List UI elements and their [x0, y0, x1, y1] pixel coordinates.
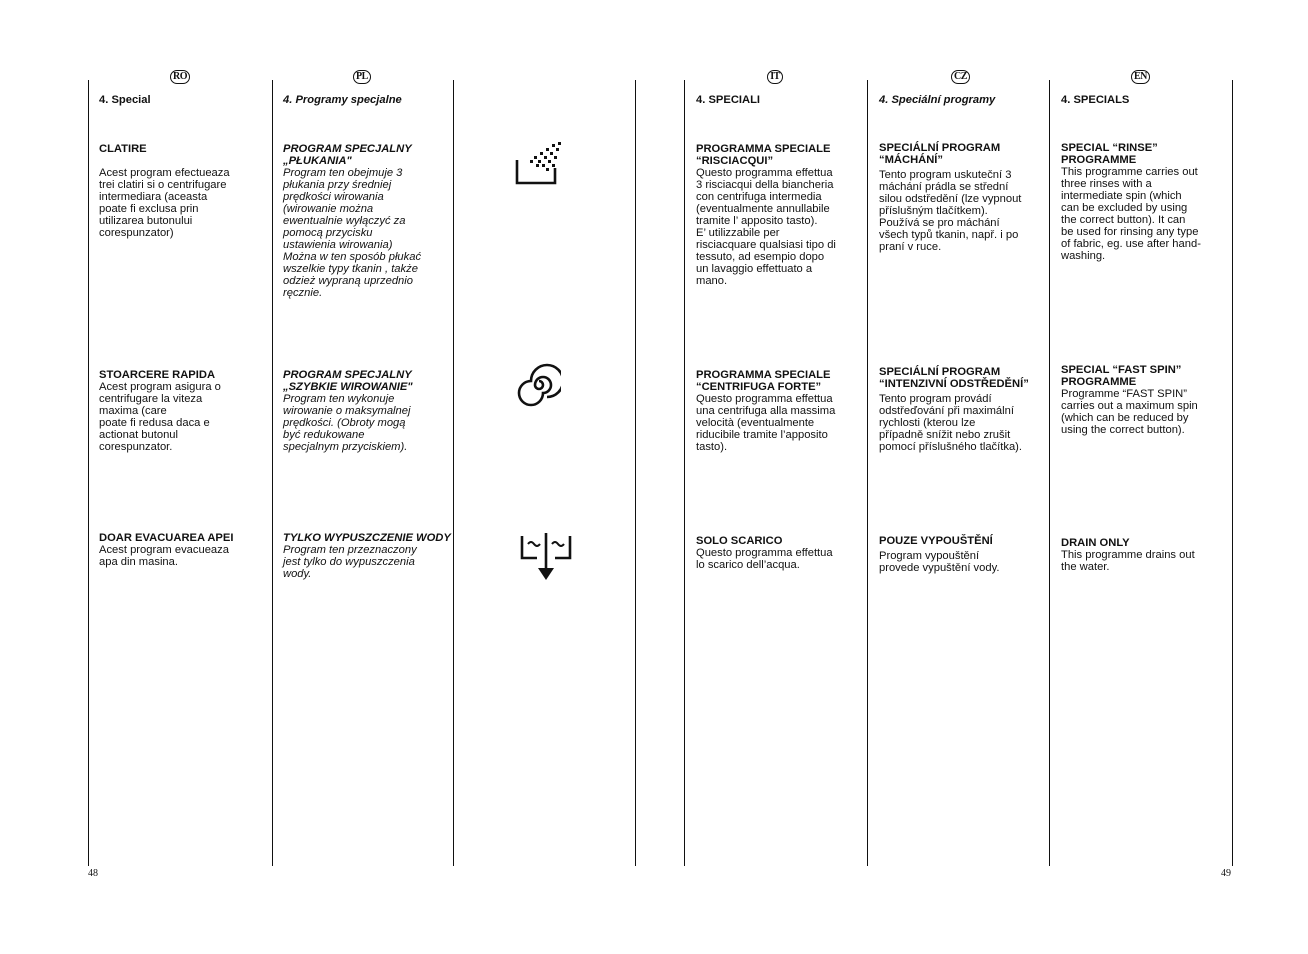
program-heading: TYLKO WYPUSZCZENIE WODY: [283, 532, 451, 544]
language-badge-ro: RO: [170, 70, 190, 84]
program-description: Tento program provádí odstřeďování při maximální rychlosti (kterou lze případně snížit nebo zrušit pomocí příslušného tlačítka).: [879, 393, 1023, 453]
program-spin: [99, 369, 267, 453]
column-divider: [867, 80, 868, 866]
program-description: Acest program efectueaza trei clatiri si o centrifugare intermediara (aceasta poate fi exclusa prin utilizarea butonului corespunzator): [99, 167, 230, 239]
page-number-left: 48: [88, 868, 98, 879]
program-description: Program ten przeznaczony jest tylko do wypuszczenia wody.: [283, 544, 417, 580]
program-rinse: [99, 143, 267, 239]
program-heading: PROGRAM SPECJALNY „SZYBKIE WIROWANIE": [283, 369, 413, 393]
page-number-right: 49: [1221, 868, 1231, 879]
program-rinse: [1061, 142, 1229, 262]
section-title: 4. Special: [99, 94, 151, 106]
program-spin: [1061, 364, 1229, 436]
program-heading: STOARCERE RAPIDA: [99, 369, 216, 381]
column-divider: [1232, 80, 1233, 866]
program-heading: SOLO SCARICO: [696, 535, 783, 547]
program-description: This programme carries out three rinses with a intermediate spin (which can be excluded by using the correct button). It can be used for rinsing any type of fabric, eg. use after hand- washing.: [1061, 166, 1201, 262]
program-heading: SPECIAL “FAST SPIN” PROGRAMME: [1061, 364, 1182, 388]
program-description: Program vypouštění provede vypuštění vody.: [879, 550, 1000, 574]
language-badge-pl: PL: [353, 70, 371, 84]
program-drain: [99, 532, 267, 568]
program-description: Program ten obejmuje 3 płukania przy średniej prędkości wirowania (wirowanie można ewentualnie wyłączyć za pomocą przycisku ustawienia wirowania) Można w ten sposób płukać wszelkie typy tkanin , także odzież wypraną uprzednio ręcznie.: [283, 167, 422, 299]
program-heading: PROGRAMMA SPECIALE “RISCIACQUI”: [696, 143, 831, 167]
program-description: Questo programma effettua 3 risciacqui della biancheria con centrifuga intermedia (eventualmente annullabile tramite l’ apposito tasto). E’ utilizzabile per risciacquare qualsiasi tipo di tessuto, ad esempio dopo un lavaggio effettuato a mano.: [696, 167, 836, 287]
section-title: 4. SPECIALI: [696, 94, 761, 106]
section-title: 4. Programy specjalne: [283, 94, 402, 106]
drain-icon: [519, 530, 573, 584]
program-heading: PROGRAMMA SPECIALE “CENTRIFUGA FORTE”: [696, 369, 831, 393]
column-divider: [1049, 80, 1050, 866]
program-heading: SPECIAL “RINSE” PROGRAMME: [1061, 142, 1158, 166]
program-description: Programme “FAST SPIN” carries out a maximum spin (which can be reduced by using the correct button).: [1061, 388, 1198, 436]
program-heading: SPECIÁLNÍ PROGRAM “INTENZIVNÍ ODSTŘEDĚNÍ”: [879, 366, 1029, 390]
program-drain: [696, 535, 862, 571]
program-drain: [283, 532, 451, 580]
program-rinse: [283, 143, 451, 299]
program-rinse: [696, 143, 862, 287]
column-divider: [272, 80, 273, 866]
program-drain: [1061, 537, 1229, 573]
language-badge-cz: CZ: [951, 70, 970, 84]
program-description: Acest program asigura o centrifugare la viteza maxima (care poate fi redusa daca e actionat butonul corespunzator.: [99, 381, 221, 453]
rinse-icon: [510, 138, 564, 188]
language-badge-it: IT: [767, 70, 783, 84]
program-heading: DRAIN ONLY: [1061, 537, 1130, 549]
language-badge-en: EN: [1131, 70, 1150, 84]
program-heading: SPECIÁLNÍ PROGRAM “MÁCHÁNÍ”: [879, 142, 1001, 166]
column-divider: [684, 80, 685, 866]
program-spin: [879, 366, 1045, 453]
program-description: Questo programma effettua lo scarico dell’acqua.: [696, 547, 833, 571]
program-description: This programme drains out the water.: [1061, 549, 1195, 573]
program-description: Tento program uskuteční 3 máchání prádla se střední silou odstředění (lze vypnout příslušným tlačítkem). Používá se pro máchání všech typů tkanin, např. i po praní v ruce.: [879, 169, 1022, 253]
program-rinse: [879, 142, 1045, 253]
program-description: Acest program evacueaza apa din masina.: [99, 544, 229, 568]
program-description: Questo programma effettua una centrifuga alla massima velocità (eventualmente riducibile tramite l’apposito tasto).: [696, 393, 836, 453]
program-heading: DOAR EVACUAREA APEI: [99, 532, 234, 544]
program-spin: [696, 369, 862, 453]
program-spin: [283, 369, 451, 453]
spin-icon: [517, 363, 561, 407]
section-title: 4. Speciální programy: [879, 94, 996, 106]
program-drain: [879, 535, 1045, 574]
section-title: 4. SPECIALS: [1061, 94, 1130, 106]
column-divider: [88, 80, 89, 866]
program-heading: POUZE VYPOUŠTĚNÍ: [879, 535, 993, 547]
program-heading: PROGRAM SPECJALNY „PŁUKANIA": [283, 143, 412, 167]
column-divider: [453, 80, 454, 866]
program-heading: CLATIRE: [99, 143, 147, 155]
column-divider: [635, 80, 636, 866]
program-description: Program ten wykonuje wirowanie o maksymalnej prędkości. (Obroty mogą być redukowane specjalnym przyciskiem).: [283, 393, 411, 453]
